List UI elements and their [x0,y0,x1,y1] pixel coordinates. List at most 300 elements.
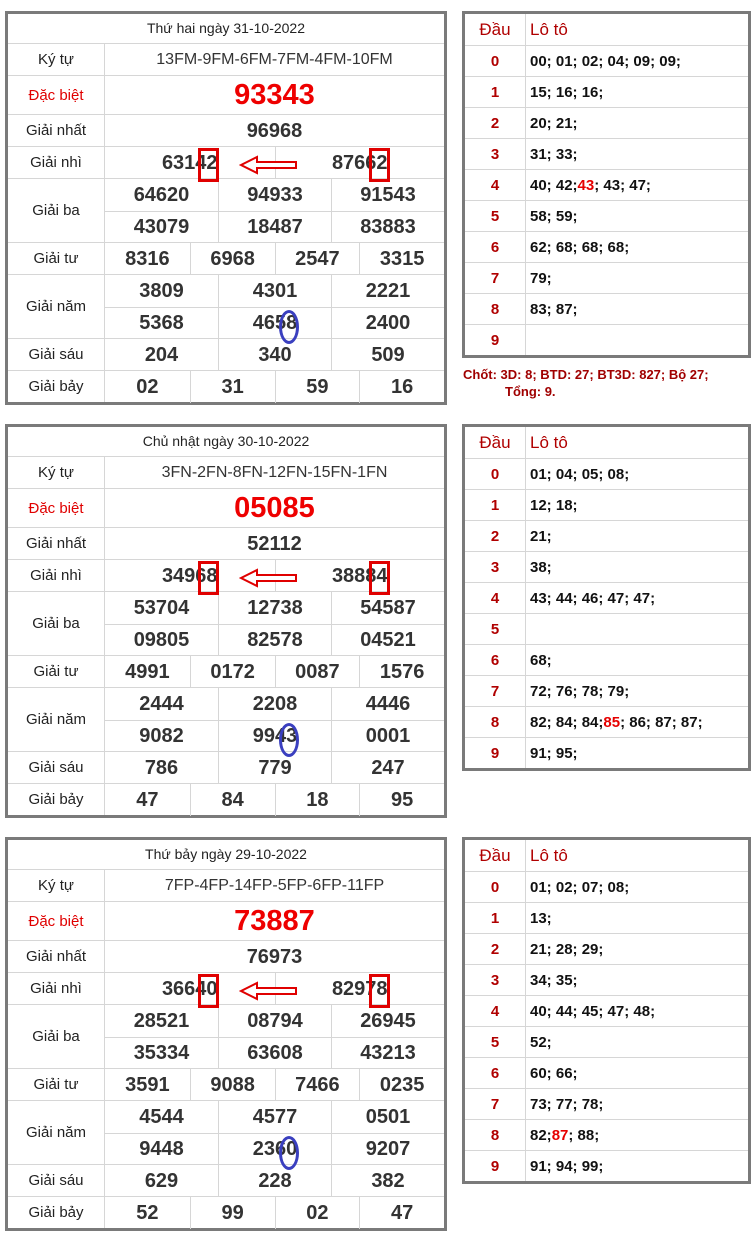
prize-values [105,371,444,402]
prize-label: Giải bảy [8,1197,105,1228]
special-prize-number: 05085 [234,492,315,524]
loto-text: 01; 02; 07; 08; [530,878,630,896]
loto-values [526,46,748,76]
dau-digit: 2 [465,521,526,551]
prize-number: 2547 [275,243,360,275]
prize-number: 4544 [139,1105,184,1128]
loto-text: 68; [530,651,552,669]
prize-number: 54587 [331,592,444,624]
dau-digit: 0 [465,459,526,489]
prize-values [105,489,444,527]
loto-row [465,706,748,737]
highlight-box [198,148,219,182]
third-prize-row [8,1004,444,1068]
dau-digit: 9 [465,325,526,355]
prize-number: 02 [136,375,159,398]
dau-digit: 8 [465,294,526,324]
prize-label: Đặc biệt [8,902,105,940]
prize-values [105,243,444,274]
loto-values [526,108,748,138]
loto-text: 01; 04; 05; 08; [530,465,630,483]
prize-values [105,870,444,901]
loto-values [526,1058,748,1088]
loto-text: 73; 77; 78; [530,1095,604,1113]
prize-number: 02 [275,1197,360,1229]
prize-label: Đặc biệt [8,76,105,114]
loto-text: 52; [530,1033,552,1051]
prize-number: 18487 [218,211,331,243]
prize-number: 6968 [190,243,275,275]
prize-number: 12738 [218,592,331,624]
loto-table [462,11,751,358]
loto-row [465,1119,748,1150]
loto-row [465,324,748,355]
prize-number: 2400 [331,307,444,339]
dau-digit: 4 [465,583,526,613]
prize-label: Ký tự [8,44,105,75]
dau-digit: 1 [465,77,526,107]
special-prize-row [8,901,444,940]
loto-values [526,263,748,293]
prize-number: 9943 [218,720,331,752]
loto-text: ; 88; [568,1126,600,1144]
loto-row [465,45,748,76]
prize-label: Giải bảy [8,371,105,402]
loto-text: 38; [530,558,552,576]
loto-text: 15; 16; 16; [530,83,604,101]
prize-label: Giải nhì [8,560,105,591]
prize-label: Đặc biệt [8,489,105,527]
loto-highlight: 87 [551,1126,569,1144]
prize-label: Giải nhì [8,973,105,1004]
first-prize-number: 76973 [246,945,303,968]
fourth-prize-row [8,1068,444,1100]
prize-number: 786 [144,756,179,779]
prize-number: 09805 [105,624,218,656]
first-prize-row [8,940,444,972]
day-section [0,413,751,825]
loto-text: 31; 33; [530,145,578,163]
prize-label: Giải năm [8,1101,105,1164]
loto-values [526,1120,748,1150]
prize-number: 4658 [218,307,331,339]
prize-label: Giải sáu [8,339,105,370]
prize-number: 95 [359,784,444,816]
dau-digit: 8 [465,707,526,737]
dau-digit: 0 [465,46,526,76]
prize-values [105,1101,444,1164]
prize-number: 228 [218,1165,331,1197]
prize-values [105,656,444,687]
prize-label: Ký tự [8,870,105,901]
prize-values [105,457,444,488]
prize-number: 47 [136,788,159,811]
prize-number: 204 [144,343,179,366]
prize-number: 63608 [218,1037,331,1069]
prize-values [105,44,444,75]
loto-text: 82; [530,1126,552,1144]
prize-number: 43213 [331,1037,444,1069]
highlight-box [198,561,219,595]
prize-number: 0001 [331,720,444,752]
prize-number: 2444 [139,692,184,715]
highlight-box [369,148,390,182]
loto-text: ; 86; 87; 87; [620,713,703,731]
loto-values [526,459,748,489]
prize-number: 16 [359,371,444,403]
loto-row [465,458,748,489]
loto-row [465,737,748,768]
loto-values [526,583,748,613]
third-prize-row [8,178,444,242]
loto-values [526,738,748,768]
prize-label: Giải ba [8,1005,105,1068]
dau-digit: 9 [465,1151,526,1181]
loto-text: 40; 42; [530,176,578,194]
kytu-row [8,869,444,901]
prize-number: 08794 [218,1005,331,1037]
loto-text: 82; 84; 84; [530,713,604,731]
prize-label: Giải bảy [8,784,105,815]
dau-digit: 6 [465,232,526,262]
kytu-code: 3FN-2FN-8FN-12FN-15FN-1FN [161,464,388,481]
dau-digit: 3 [465,965,526,995]
loto-text: 72; 76; 78; 79; [530,682,630,700]
dau-digit: 5 [465,201,526,231]
prize-number: 83883 [331,211,444,243]
loto-text: ; 43; 47; [594,176,651,194]
loto-row [465,76,748,107]
prize-number: 779 [218,752,331,784]
loto-text: 83; 87; [530,300,578,318]
loto-text: 60; 66; [530,1064,578,1082]
kytu-row [8,456,444,488]
dau-digit: 2 [465,934,526,964]
prize-number: 31 [190,371,275,403]
highlight-circle [279,1136,299,1170]
prize-values [105,784,444,815]
loto-text: 79; [530,269,552,287]
seventh-prize-row [8,783,444,815]
prize-number: 91543 [331,179,444,211]
prize-values [105,1197,444,1228]
prize-number: 18 [275,784,360,816]
dau-digit: 9 [465,738,526,768]
dau-header: Đầu [465,840,526,871]
prize-values [105,752,444,783]
arrow-left-icon [239,567,299,589]
dau-header: Đầu [465,14,526,45]
kytu-code: 13FM-9FM-6FM-7FM-4FM-10FM [156,51,393,68]
special-prize-number: 73887 [234,905,315,937]
prize-values [105,1069,444,1100]
loto-values [526,676,748,706]
prize-number: 9088 [190,1069,275,1101]
loto-text: 58; 59; [530,207,578,225]
loto-row [465,107,748,138]
prize-label: Giải nhì [8,147,105,178]
results-table [5,837,447,1231]
first-prize-row [8,527,444,559]
prize-number: 2360 [218,1133,331,1165]
loto-text: 13; [530,909,552,927]
loto-text: 62; 68; 68; 68; [530,238,630,256]
highlight-box [198,974,219,1008]
prize-number: 509 [331,339,444,371]
prize-label: Giải sáu [8,1165,105,1196]
fifth-prize-row [8,687,444,751]
prize-label: Ký tự [8,457,105,488]
loto-text: 91; 94; 99; [530,1157,604,1175]
prize-number: 43079 [105,211,218,243]
highlight-circle [279,310,299,344]
loto-values [526,490,748,520]
prize-number: 0087 [275,656,360,688]
results-table [5,11,447,405]
loto-text: 00; 01; 02; 04; 09; 09; [530,52,681,70]
prize-number: 28521 [133,1009,190,1032]
loto-header-row [465,14,748,45]
prize-number: 59 [275,371,360,403]
prediction-note [463,366,748,400]
prize-number: 3315 [359,243,444,275]
prize-number: 9082 [105,720,218,752]
prize-values [105,528,444,559]
fifth-prize-row [8,274,444,338]
prize-number: 52 [136,1201,159,1224]
loto-row [465,1057,748,1088]
note-line: Tổng: 9. [505,384,556,399]
loto-row [465,964,748,995]
prize-number: 0501 [331,1101,444,1133]
prize-number: 4301 [218,275,331,307]
dau-digit: 4 [465,170,526,200]
prize-number: 5368 [105,307,218,339]
day-section [0,0,751,412]
dau-digit: 1 [465,490,526,520]
prize-number: 0235 [359,1069,444,1101]
table-title: Thứ hai ngày 31-10-2022 [146,20,306,36]
prize-number: 94933 [218,179,331,211]
prize-number: 4446 [331,688,444,720]
prize-label: Giải tư [8,656,105,687]
loto-values [526,1151,748,1181]
kytu-code: 7FP-4FP-14FP-5FP-6FP-11FP [164,877,385,894]
loto-values [526,521,748,551]
dau-digit: 6 [465,645,526,675]
prize-values [105,941,444,972]
prize-values [105,688,444,751]
fourth-prize-row [8,242,444,274]
prize-values [105,1165,444,1196]
loto-row [465,871,748,902]
loto-text: 40; 44; 45; 47; 48; [530,1002,656,1020]
prize-number: 64620 [133,183,190,206]
dau-digit: 7 [465,676,526,706]
prize-number: 3591 [125,1073,170,1096]
dau-header: Đầu [465,427,526,458]
loto-text: 20; 21; [530,114,578,132]
sixth-prize-row [8,338,444,370]
prize-label: Giải sáu [8,752,105,783]
loto-row [465,200,748,231]
prize-number: 3809 [139,279,184,302]
prize-label: Giải tư [8,243,105,274]
loto-row [465,293,748,324]
prize-number: 38884 [275,560,445,592]
loto-row [465,675,748,706]
prize-values [105,115,444,146]
loto-text: 21; [530,527,552,545]
loto-values [526,1027,748,1057]
seventh-prize-row [8,1196,444,1228]
first-prize-row [8,114,444,146]
prize-number: 47 [359,1197,444,1229]
day-section [0,826,751,1238]
prize-number: 87662 [275,147,445,179]
note-line: Chốt: 3D: 8; BTD: 27; BT3D: 827; Bộ 27; [463,367,709,382]
prize-number: 382 [331,1165,444,1197]
prize-values [105,275,444,338]
loto-values [526,614,748,644]
loto-row [465,1150,748,1181]
prize-number: 7466 [275,1069,360,1101]
loto-text: 34; 35; [530,971,578,989]
prize-label: Giải năm [8,275,105,338]
prize-number: 26945 [331,1005,444,1037]
loto-values [526,965,748,995]
prize-number: 36640 [161,977,218,1000]
fifth-prize-row [8,1100,444,1164]
loto-row [465,262,748,293]
loto-row [465,231,748,262]
loto-row [465,489,748,520]
loto-row [465,551,748,582]
loto-values [526,996,748,1026]
dau-digit: 7 [465,1089,526,1119]
loto-row [465,902,748,933]
arrow-left-icon [239,980,299,1002]
loto-table [462,424,751,771]
prize-values [105,76,444,114]
prize-label: Giải nhất [8,941,105,972]
dau-digit: 2 [465,108,526,138]
loto-header: Lô tô [530,19,568,39]
prize-label: Giải ba [8,592,105,655]
special-prize-row [8,75,444,114]
prize-number: 82978 [275,973,445,1005]
loto-values [526,139,748,169]
prize-number: 04521 [331,624,444,656]
dau-digit: 1 [465,903,526,933]
third-prize-row [8,591,444,655]
prize-values [105,1005,444,1068]
first-prize-number: 96968 [246,119,303,142]
loto-text: 43; 44; 46; 47; 47; [530,589,656,607]
prize-number: 82578 [218,624,331,656]
loto-highlight: 43 [577,176,595,194]
prize-number: 34968 [161,564,218,587]
dau-digit: 6 [465,1058,526,1088]
dau-digit: 4 [465,996,526,1026]
prize-values [105,339,444,370]
loto-header: Lô tô [530,845,568,865]
prize-number: 0172 [190,656,275,688]
sixth-prize-row [8,1164,444,1196]
prize-number: 629 [144,1169,179,1192]
prize-label: Giải ba [8,179,105,242]
sixth-prize-row [8,751,444,783]
loto-values [526,872,748,902]
prize-number: 247 [331,752,444,784]
loto-row [465,933,748,964]
results-table [5,424,447,818]
loto-values [526,903,748,933]
prize-number: 1576 [359,656,444,688]
kytu-row [8,43,444,75]
prize-number: 99 [190,1197,275,1229]
loto-text: 21; 28; 29; [530,940,604,958]
seventh-prize-row [8,370,444,402]
prize-values [105,902,444,940]
dau-digit: 0 [465,872,526,902]
loto-header-row [465,427,748,458]
loto-header-row [465,840,748,871]
prize-values [105,179,444,242]
first-prize-number: 52112 [247,532,302,555]
prize-number: 35334 [105,1037,218,1069]
arrow-left-icon [239,154,299,176]
loto-row [465,613,748,644]
loto-row [465,995,748,1026]
table-title: Chủ nhật ngày 30-10-2022 [142,433,310,449]
prize-number: 2208 [218,688,331,720]
dau-digit: 5 [465,1027,526,1057]
loto-values [526,552,748,582]
loto-row [465,169,748,200]
loto-row [465,1026,748,1057]
prize-label: Giải nhất [8,528,105,559]
highlight-box [369,561,390,595]
loto-values [526,707,748,737]
prize-number: 2221 [331,275,444,307]
prize-number: 63142 [161,151,218,174]
special-prize-number: 93343 [234,79,315,111]
prize-number: 4991 [125,660,170,683]
dau-digit: 5 [465,614,526,644]
dau-digit: 7 [465,263,526,293]
loto-values [526,170,748,200]
dau-digit: 8 [465,1120,526,1150]
loto-row [465,1088,748,1119]
loto-highlight: 85 [603,713,621,731]
loto-values [526,645,748,675]
loto-values [526,934,748,964]
prize-number: 340 [218,339,331,371]
table-title: Thứ bảy ngày 29-10-2022 [145,846,307,862]
fourth-prize-row [8,655,444,687]
special-prize-row [8,488,444,527]
prize-number: 4577 [218,1101,331,1133]
loto-row [465,644,748,675]
prize-values [105,592,444,655]
loto-values [526,294,748,324]
highlight-box [369,974,390,1008]
loto-values [526,1089,748,1119]
loto-values [526,77,748,107]
loto-row [465,138,748,169]
prize-label: Giải năm [8,688,105,751]
